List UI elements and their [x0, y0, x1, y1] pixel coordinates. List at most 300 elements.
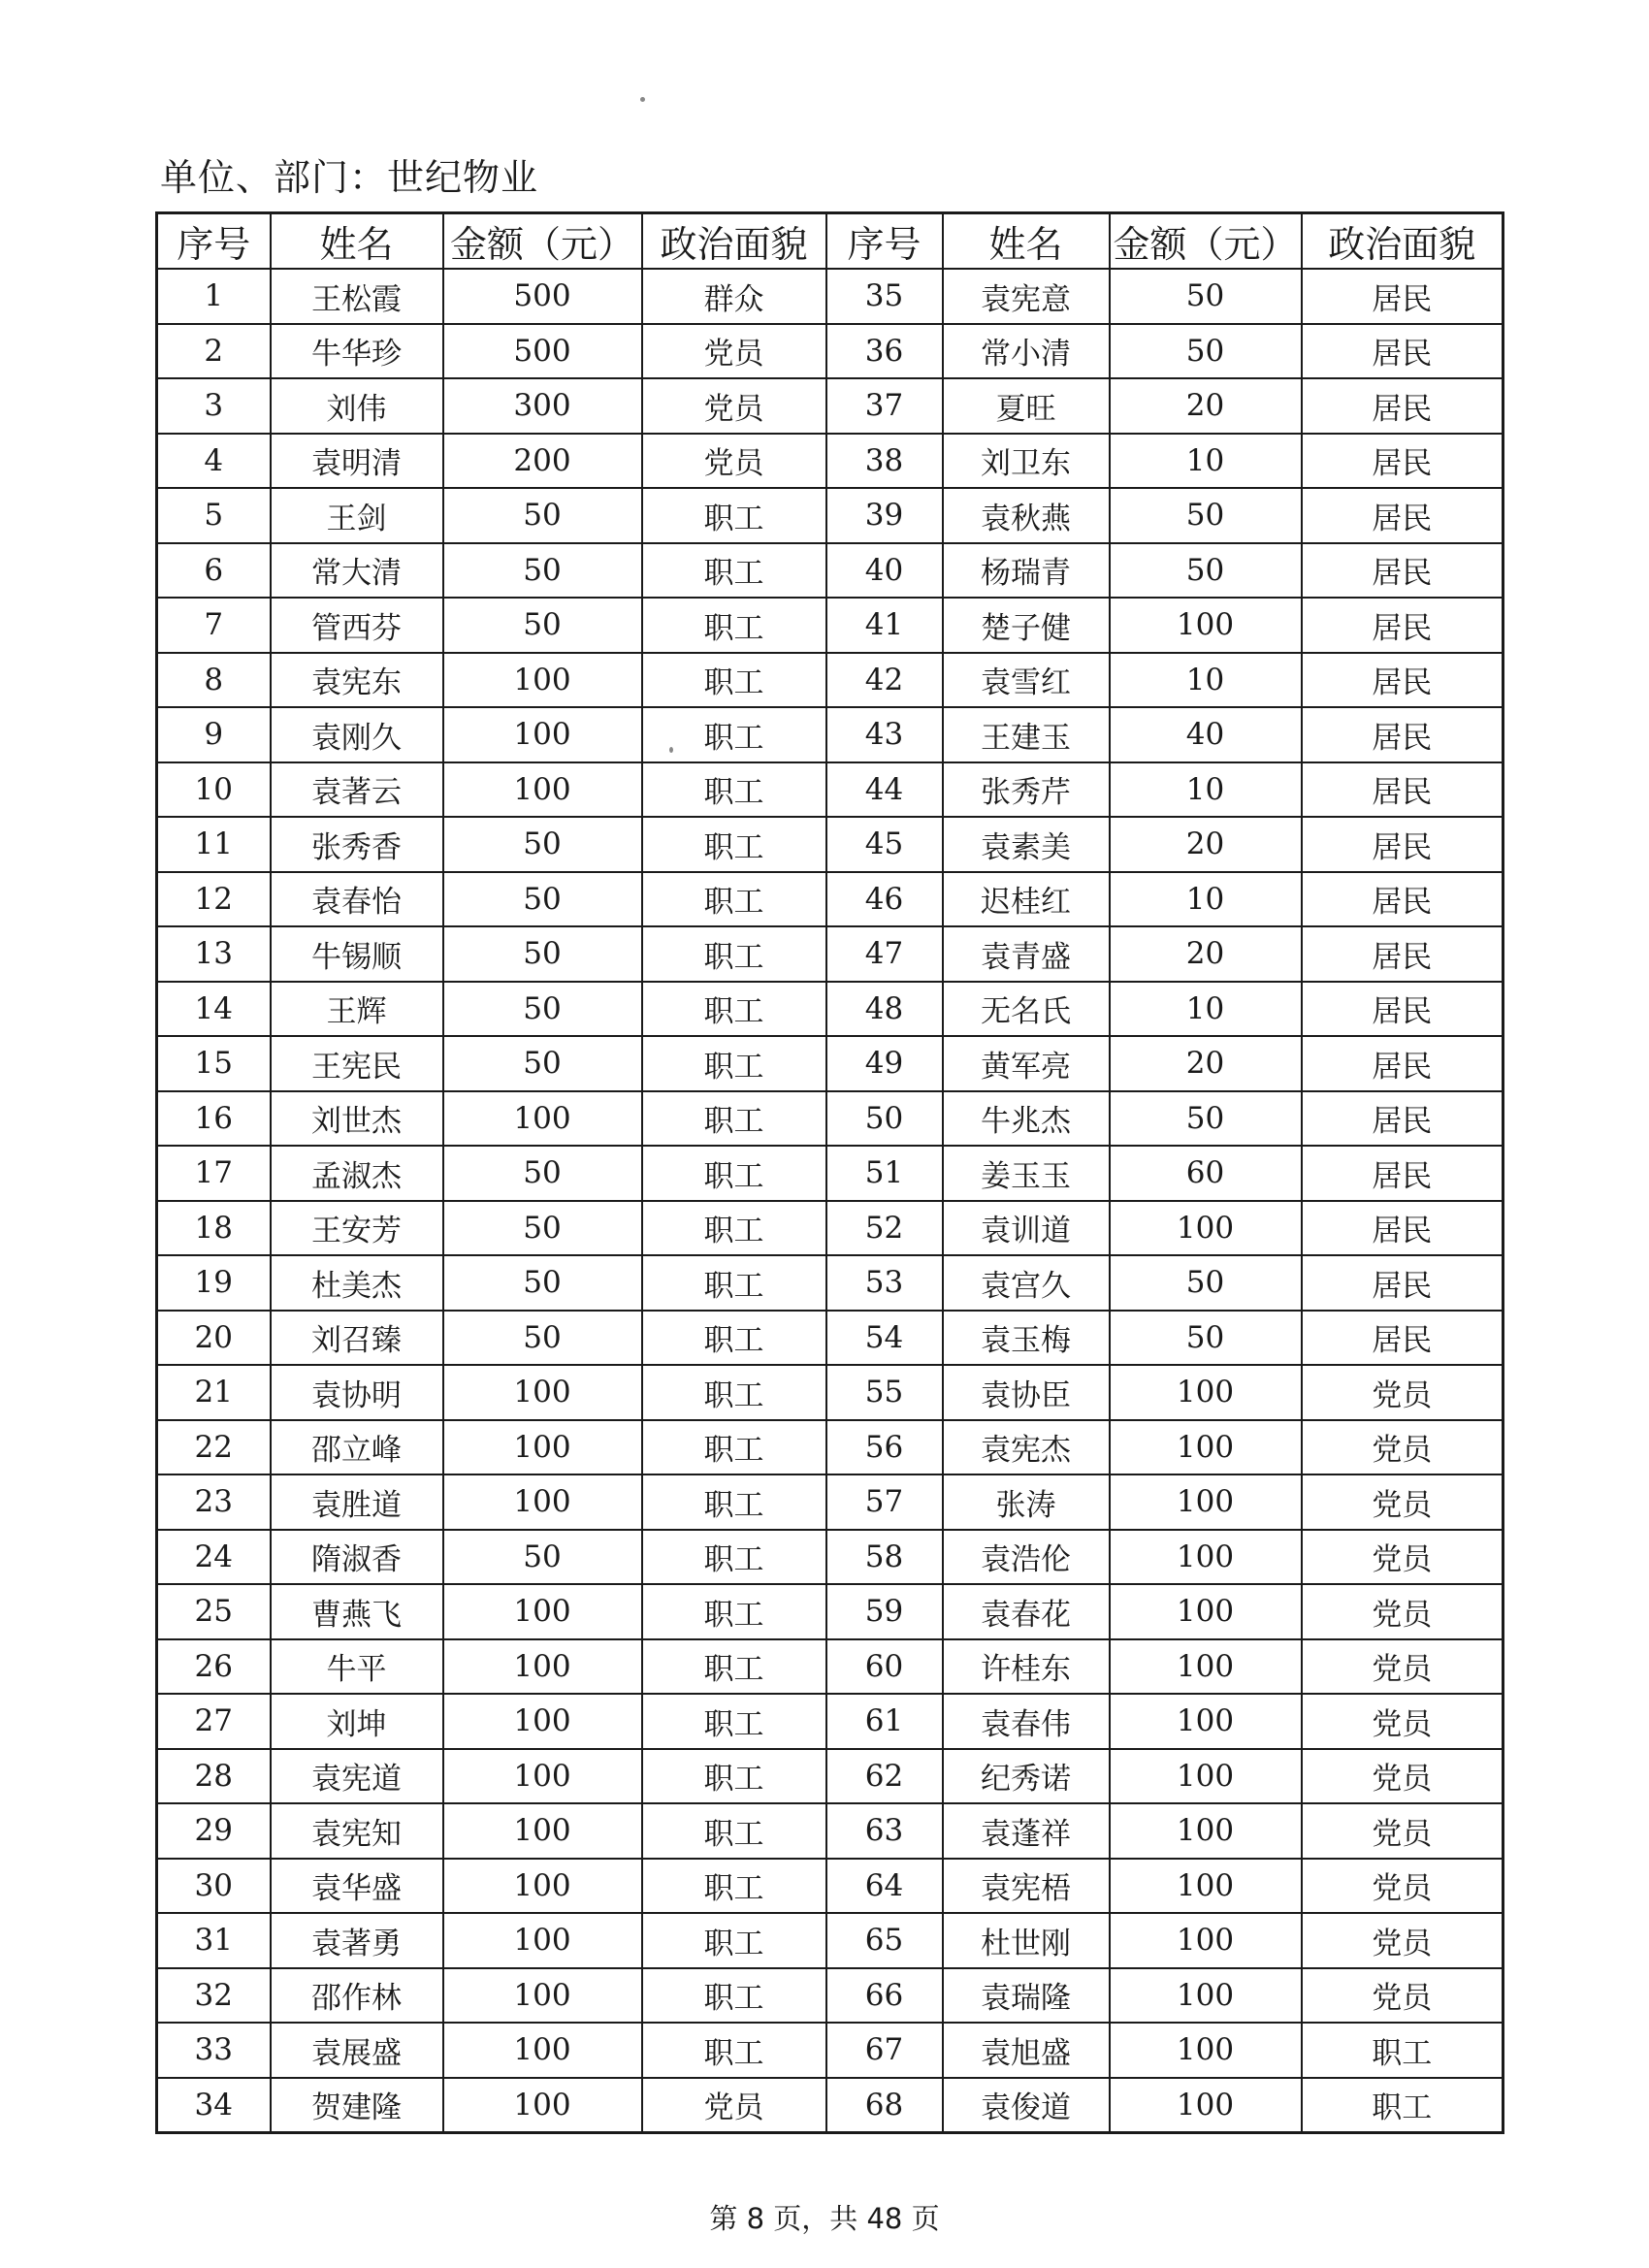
header-seq-left: 序号	[157, 213, 271, 270]
cell-seq-left: 32	[157, 1968, 271, 2024]
cell-amount-left: 50	[443, 926, 642, 982]
cell-name-right: 袁宪意	[943, 269, 1110, 324]
cell-seq-right: 50	[826, 1091, 943, 1147]
cell-political-status-right: 党员	[1302, 1968, 1504, 2024]
table-row	[157, 1311, 1504, 1366]
cell-political-status-left: 职工	[642, 1146, 826, 1201]
cell-amount-left: 100	[443, 1913, 642, 1968]
cell-seq-left: 7	[157, 598, 271, 653]
header-seq-right: 序号	[826, 213, 943, 270]
cell-name-right: 杨瑞青	[943, 543, 1110, 599]
cell-name-left: 袁著云	[271, 762, 443, 818]
cell-name-left: 常大清	[271, 543, 443, 599]
cell-amount-right: 100	[1110, 1584, 1302, 1639]
cell-seq-right: 57	[826, 1474, 943, 1530]
cell-seq-right: 41	[826, 598, 943, 653]
cell-seq-right: 61	[826, 1694, 943, 1749]
cell-name-right: 袁瑞隆	[943, 1968, 1110, 2024]
cell-seq-right: 49	[826, 1036, 943, 1091]
cell-name-right: 张秀芹	[943, 762, 1110, 818]
cell-name-right: 袁旭盛	[943, 2023, 1110, 2078]
cell-name-right: 杜世刚	[943, 1913, 1110, 1968]
cell-political-status-left: 职工	[642, 543, 826, 599]
cell-political-status-left: 职工	[642, 707, 826, 762]
cell-seq-right: 64	[826, 1859, 943, 1914]
cell-political-status-right: 职工	[1302, 2078, 1504, 2133]
cell-seq-left: 17	[157, 1146, 271, 1201]
table-row	[157, 1091, 1504, 1147]
cell-name-right: 袁俊道	[943, 2078, 1110, 2133]
cell-political-status-right: 居民	[1302, 1146, 1504, 1201]
cell-seq-left: 25	[157, 1584, 271, 1639]
cell-seq-left: 19	[157, 1255, 271, 1311]
cell-seq-right: 39	[826, 488, 943, 543]
cell-seq-right: 35	[826, 269, 943, 324]
unit-department-title: 单位、部门：世纪物业	[160, 156, 539, 199]
cell-seq-right: 56	[826, 1420, 943, 1475]
cell-political-status-left: 职工	[642, 872, 826, 927]
cell-seq-left: 33	[157, 2023, 271, 2078]
cell-political-status-left: 职工	[642, 1694, 826, 1749]
cell-political-status-right: 居民	[1302, 488, 1504, 543]
cell-name-right: 楚子健	[943, 598, 1110, 653]
cell-political-status-right: 居民	[1302, 269, 1504, 324]
cell-seq-left: 18	[157, 1201, 271, 1256]
cell-political-status-left: 职工	[642, 1584, 826, 1639]
table-row	[157, 1201, 1504, 1256]
table-row	[157, 269, 1504, 324]
cell-seq-left: 27	[157, 1694, 271, 1749]
cell-seq-right: 60	[826, 1639, 943, 1695]
cell-political-status-left: 职工	[642, 1091, 826, 1147]
cell-seq-right: 55	[826, 1365, 943, 1420]
cell-seq-left: 26	[157, 1639, 271, 1695]
cell-seq-right: 51	[826, 1146, 943, 1201]
cell-political-status-right: 党员	[1302, 1420, 1504, 1475]
cell-political-status-left: 党员	[642, 434, 826, 489]
cell-political-status-right: 居民	[1302, 926, 1504, 982]
table-row	[157, 707, 1504, 762]
cell-name-right: 袁雪红	[943, 653, 1110, 708]
cell-name-right: 迟桂红	[943, 872, 1110, 927]
cell-name-right: 袁蓬祥	[943, 1803, 1110, 1859]
cell-amount-left: 100	[443, 1639, 642, 1695]
cell-name-right: 袁宫久	[943, 1255, 1110, 1311]
cell-seq-left: 16	[157, 1091, 271, 1147]
cell-seq-right: 36	[826, 324, 943, 379]
cell-name-left: 孟淑杰	[271, 1146, 443, 1201]
cell-political-status-right: 居民	[1302, 378, 1504, 434]
cell-amount-right: 100	[1110, 1420, 1302, 1475]
cell-name-right: 袁春伟	[943, 1694, 1110, 1749]
cell-name-left: 王松霞	[271, 269, 443, 324]
cell-political-status-left: 职工	[642, 1859, 826, 1914]
cell-amount-right: 10	[1110, 982, 1302, 1037]
table-row	[157, 1968, 1504, 2024]
cell-amount-right: 10	[1110, 434, 1302, 489]
cell-amount-left: 200	[443, 434, 642, 489]
cell-amount-right: 100	[1110, 1859, 1302, 1914]
cell-name-right: 袁青盛	[943, 926, 1110, 982]
cell-political-status-left: 职工	[642, 653, 826, 708]
table-row	[157, 1749, 1504, 1804]
table-row	[157, 1474, 1504, 1530]
cell-amount-right: 100	[1110, 1968, 1302, 2024]
cell-name-right: 夏旺	[943, 378, 1110, 434]
cell-name-left: 刘坤	[271, 1694, 443, 1749]
cell-political-status-left: 职工	[642, 1255, 826, 1311]
cell-name-left: 袁著勇	[271, 1913, 443, 1968]
cell-political-status-left: 职工	[642, 982, 826, 1037]
cell-amount-left: 100	[443, 762, 642, 818]
cell-political-status-right: 党员	[1302, 1584, 1504, 1639]
header-political-status-left: 政治面貌	[642, 213, 826, 270]
cell-amount-left: 100	[443, 1859, 642, 1914]
cell-seq-left: 14	[157, 982, 271, 1037]
cell-amount-right: 100	[1110, 598, 1302, 653]
cell-amount-right: 20	[1110, 926, 1302, 982]
cell-name-left: 袁明清	[271, 434, 443, 489]
cell-seq-right: 59	[826, 1584, 943, 1639]
cell-amount-left: 50	[443, 488, 642, 543]
cell-seq-left: 13	[157, 926, 271, 982]
cell-political-status-right: 居民	[1302, 598, 1504, 653]
cell-seq-left: 15	[157, 1036, 271, 1091]
cell-political-status-right: 居民	[1302, 434, 1504, 489]
cell-political-status-right: 党员	[1302, 1474, 1504, 1530]
cell-seq-left: 12	[157, 872, 271, 927]
cell-seq-right: 45	[826, 817, 943, 872]
cell-name-left: 王剑	[271, 488, 443, 543]
cell-political-status-left: 职工	[642, 762, 826, 818]
cell-amount-left: 100	[443, 1420, 642, 1475]
cell-political-status-left: 职工	[642, 1803, 826, 1859]
table-row	[157, 324, 1504, 379]
cell-political-status-right: 居民	[1302, 653, 1504, 708]
cell-name-left: 王安芳	[271, 1201, 443, 1256]
cell-political-status-left: 党员	[642, 324, 826, 379]
cell-seq-left: 11	[157, 817, 271, 872]
page-number-footer: 第 8 页，共 48 页	[709, 2202, 940, 2235]
table-row	[157, 378, 1504, 434]
cell-seq-left: 4	[157, 434, 271, 489]
cell-amount-left: 100	[443, 2078, 642, 2133]
cell-amount-right: 50	[1110, 488, 1302, 543]
cell-name-left: 邵立峰	[271, 1420, 443, 1475]
cell-amount-left: 300	[443, 378, 642, 434]
cell-name-right: 张涛	[943, 1474, 1110, 1530]
table-row	[157, 982, 1504, 1037]
cell-political-status-left: 职工	[642, 1968, 826, 2024]
cell-seq-right: 66	[826, 1968, 943, 2024]
cell-name-right: 袁协臣	[943, 1365, 1110, 1420]
cell-amount-left: 50	[443, 1146, 642, 1201]
cell-name-left: 张秀香	[271, 817, 443, 872]
header-name-left: 姓名	[271, 213, 443, 270]
table-row	[157, 1694, 1504, 1749]
cell-political-status-left: 党员	[642, 378, 826, 434]
cell-political-status-right: 居民	[1302, 1091, 1504, 1147]
cell-seq-right: 44	[826, 762, 943, 818]
cell-seq-left: 31	[157, 1913, 271, 1968]
cell-seq-left: 28	[157, 1749, 271, 1804]
cell-name-left: 袁刚久	[271, 707, 443, 762]
cell-amount-right: 100	[1110, 1749, 1302, 1804]
cell-name-left: 隋淑香	[271, 1530, 443, 1585]
cell-name-right: 许桂东	[943, 1639, 1110, 1695]
cell-name-left: 刘召臻	[271, 1311, 443, 1366]
donation-table	[155, 211, 1504, 2134]
cell-amount-left: 100	[443, 1091, 642, 1147]
cell-name-right: 常小清	[943, 324, 1110, 379]
cell-name-right: 袁宪梧	[943, 1859, 1110, 1914]
table-row	[157, 1036, 1504, 1091]
table-row	[157, 653, 1504, 708]
cell-seq-right: 58	[826, 1530, 943, 1585]
table-row	[157, 2023, 1504, 2078]
cell-seq-right: 68	[826, 2078, 943, 2133]
cell-name-right: 无名氏	[943, 982, 1110, 1037]
table-row	[157, 2078, 1504, 2133]
cell-amount-right: 50	[1110, 324, 1302, 379]
cell-seq-left: 5	[157, 488, 271, 543]
scan-speck	[669, 747, 673, 753]
cell-seq-right: 38	[826, 434, 943, 489]
cell-seq-right: 62	[826, 1749, 943, 1804]
cell-name-right: 袁素美	[943, 817, 1110, 872]
cell-amount-right: 100	[1110, 2023, 1302, 2078]
table-header-row	[157, 213, 1504, 270]
table-row	[157, 488, 1504, 543]
cell-seq-right: 63	[826, 1803, 943, 1859]
cell-political-status-right: 党员	[1302, 1749, 1504, 1804]
cell-amount-left: 100	[443, 1474, 642, 1530]
cell-seq-left: 21	[157, 1365, 271, 1420]
cell-amount-left: 50	[443, 1036, 642, 1091]
cell-amount-left: 50	[443, 1255, 642, 1311]
cell-seq-right: 54	[826, 1311, 943, 1366]
cell-name-left: 袁协明	[271, 1365, 443, 1420]
cell-seq-left: 3	[157, 378, 271, 434]
cell-name-left: 曹燕飞	[271, 1584, 443, 1639]
cell-name-left: 刘伟	[271, 378, 443, 434]
cell-political-status-left: 党员	[642, 2078, 826, 2133]
cell-seq-right: 43	[826, 707, 943, 762]
cell-name-right: 黄军亮	[943, 1036, 1110, 1091]
cell-amount-right: 100	[1110, 1365, 1302, 1420]
cell-political-status-left: 职工	[642, 1474, 826, 1530]
cell-amount-right: 20	[1110, 817, 1302, 872]
cell-name-left: 王宪民	[271, 1036, 443, 1091]
table-row	[157, 1530, 1504, 1585]
table-row	[157, 1803, 1504, 1859]
cell-amount-right: 100	[1110, 1694, 1302, 1749]
cell-political-status-left: 群众	[642, 269, 826, 324]
header-amount-right: 金额（元）	[1110, 213, 1302, 270]
table-row	[157, 1859, 1504, 1914]
cell-political-status-left: 职工	[642, 2023, 826, 2078]
header-amount-left: 金额（元）	[443, 213, 642, 270]
cell-seq-right: 53	[826, 1255, 943, 1311]
table-row	[157, 926, 1504, 982]
cell-seq-right: 48	[826, 982, 943, 1037]
cell-seq-left: 20	[157, 1311, 271, 1366]
cell-seq-right: 67	[826, 2023, 943, 2078]
cell-seq-left: 22	[157, 1420, 271, 1475]
cell-name-left: 贺建隆	[271, 2078, 443, 2133]
cell-political-status-right: 居民	[1302, 1311, 1504, 1366]
table-row	[157, 872, 1504, 927]
table-row	[157, 817, 1504, 872]
cell-political-status-left: 职工	[642, 488, 826, 543]
table-row	[157, 1584, 1504, 1639]
cell-political-status-left: 职工	[642, 1749, 826, 1804]
cell-amount-right: 100	[1110, 1530, 1302, 1585]
cell-seq-right: 37	[826, 378, 943, 434]
cell-seq-right: 52	[826, 1201, 943, 1256]
cell-name-left: 杜美杰	[271, 1255, 443, 1311]
table-row	[157, 434, 1504, 489]
cell-political-status-right: 居民	[1302, 982, 1504, 1037]
cell-political-status-right: 居民	[1302, 707, 1504, 762]
cell-political-status-right: 党员	[1302, 1694, 1504, 1749]
cell-seq-left: 1	[157, 269, 271, 324]
cell-political-status-left: 职工	[642, 1036, 826, 1091]
cell-name-left: 刘世杰	[271, 1091, 443, 1147]
cell-amount-left: 100	[443, 1694, 642, 1749]
cell-political-status-left: 职工	[642, 1913, 826, 1968]
cell-political-status-right: 居民	[1302, 872, 1504, 927]
cell-seq-left: 34	[157, 2078, 271, 2133]
cell-political-status-right: 党员	[1302, 1913, 1504, 1968]
cell-amount-left: 100	[443, 1584, 642, 1639]
cell-political-status-left: 职工	[642, 1420, 826, 1475]
cell-amount-right: 50	[1110, 1255, 1302, 1311]
table-row	[157, 1913, 1504, 1968]
cell-name-left: 管西芬	[271, 598, 443, 653]
cell-amount-left: 100	[443, 707, 642, 762]
cell-amount-left: 100	[443, 653, 642, 708]
cell-seq-right: 47	[826, 926, 943, 982]
cell-amount-right: 40	[1110, 707, 1302, 762]
cell-name-right: 纪秀诺	[943, 1749, 1110, 1804]
cell-name-left: 牛平	[271, 1639, 443, 1695]
cell-political-status-right: 居民	[1302, 1036, 1504, 1091]
cell-amount-right: 50	[1110, 543, 1302, 599]
cell-amount-left: 50	[443, 1530, 642, 1585]
cell-seq-left: 29	[157, 1803, 271, 1859]
cell-name-right: 袁训道	[943, 1201, 1110, 1256]
cell-name-left: 牛锡顺	[271, 926, 443, 982]
cell-name-left: 邵作林	[271, 1968, 443, 2024]
cell-name-right: 刘卫东	[943, 434, 1110, 489]
cell-amount-right: 50	[1110, 1311, 1302, 1366]
table-row	[157, 543, 1504, 599]
cell-political-status-right: 党员	[1302, 1530, 1504, 1585]
table-row	[157, 1420, 1504, 1475]
cell-seq-left: 30	[157, 1859, 271, 1914]
table-row	[157, 762, 1504, 818]
cell-amount-left: 50	[443, 1311, 642, 1366]
cell-name-left: 袁宪东	[271, 653, 443, 708]
cell-name-left: 牛华珍	[271, 324, 443, 379]
header-name-right: 姓名	[943, 213, 1110, 270]
cell-amount-right: 100	[1110, 1803, 1302, 1859]
cell-name-right: 王建玉	[943, 707, 1110, 762]
cell-political-status-right: 居民	[1302, 324, 1504, 379]
cell-amount-left: 500	[443, 269, 642, 324]
cell-amount-left: 50	[443, 982, 642, 1037]
cell-amount-left: 50	[443, 1201, 642, 1256]
cell-name-left: 袁春怡	[271, 872, 443, 927]
cell-seq-right: 42	[826, 653, 943, 708]
cell-amount-left: 100	[443, 1749, 642, 1804]
header-political-status-right: 政治面貌	[1302, 213, 1504, 270]
cell-amount-left: 100	[443, 1365, 642, 1420]
table-row	[157, 1639, 1504, 1695]
cell-political-status-right: 居民	[1302, 1201, 1504, 1256]
cell-amount-right: 10	[1110, 653, 1302, 708]
cell-amount-left: 50	[443, 817, 642, 872]
cell-amount-right: 50	[1110, 1091, 1302, 1147]
cell-amount-right: 100	[1110, 1913, 1302, 1968]
cell-name-left: 袁宪道	[271, 1749, 443, 1804]
cell-name-left: 袁胜道	[271, 1474, 443, 1530]
cell-seq-left: 9	[157, 707, 271, 762]
cell-amount-left: 500	[443, 324, 642, 379]
cell-amount-right: 10	[1110, 762, 1302, 818]
cell-amount-left: 100	[443, 2023, 642, 2078]
table-row	[157, 1365, 1504, 1420]
cell-name-left: 袁展盛	[271, 2023, 443, 2078]
cell-amount-right: 20	[1110, 1036, 1302, 1091]
cell-seq-right: 40	[826, 543, 943, 599]
cell-political-status-left: 职工	[642, 1639, 826, 1695]
table-row	[157, 1255, 1504, 1311]
cell-political-status-left: 职工	[642, 598, 826, 653]
cell-political-status-left: 职工	[642, 1201, 826, 1256]
cell-amount-right: 20	[1110, 378, 1302, 434]
cell-political-status-right: 居民	[1302, 762, 1504, 818]
cell-political-status-right: 居民	[1302, 543, 1504, 599]
cell-name-left: 王辉	[271, 982, 443, 1037]
cell-amount-right: 60	[1110, 1146, 1302, 1201]
cell-political-status-right: 党员	[1302, 1639, 1504, 1695]
cell-amount-right: 10	[1110, 872, 1302, 927]
cell-amount-right: 100	[1110, 1201, 1302, 1256]
table-body	[157, 269, 1504, 2133]
cell-amount-right: 50	[1110, 269, 1302, 324]
cell-political-status-left: 职工	[642, 817, 826, 872]
cell-political-status-right: 党员	[1302, 1803, 1504, 1859]
cell-seq-left: 2	[157, 324, 271, 379]
cell-amount-right: 100	[1110, 2078, 1302, 2133]
cell-political-status-left: 职工	[642, 926, 826, 982]
cell-seq-right: 65	[826, 1913, 943, 1968]
cell-amount-left: 50	[443, 872, 642, 927]
cell-amount-right: 100	[1110, 1474, 1302, 1530]
cell-seq-left: 23	[157, 1474, 271, 1530]
cell-amount-left: 100	[443, 1968, 642, 2024]
cell-political-status-right: 居民	[1302, 817, 1504, 872]
cell-seq-left: 6	[157, 543, 271, 599]
cell-name-right: 姜玉玉	[943, 1146, 1110, 1201]
cell-political-status-right: 党员	[1302, 1365, 1504, 1420]
cell-political-status-right: 党员	[1302, 1859, 1504, 1914]
cell-name-right: 袁浩伦	[943, 1530, 1110, 1585]
cell-name-right: 袁春花	[943, 1584, 1110, 1639]
scan-speck	[640, 97, 645, 102]
